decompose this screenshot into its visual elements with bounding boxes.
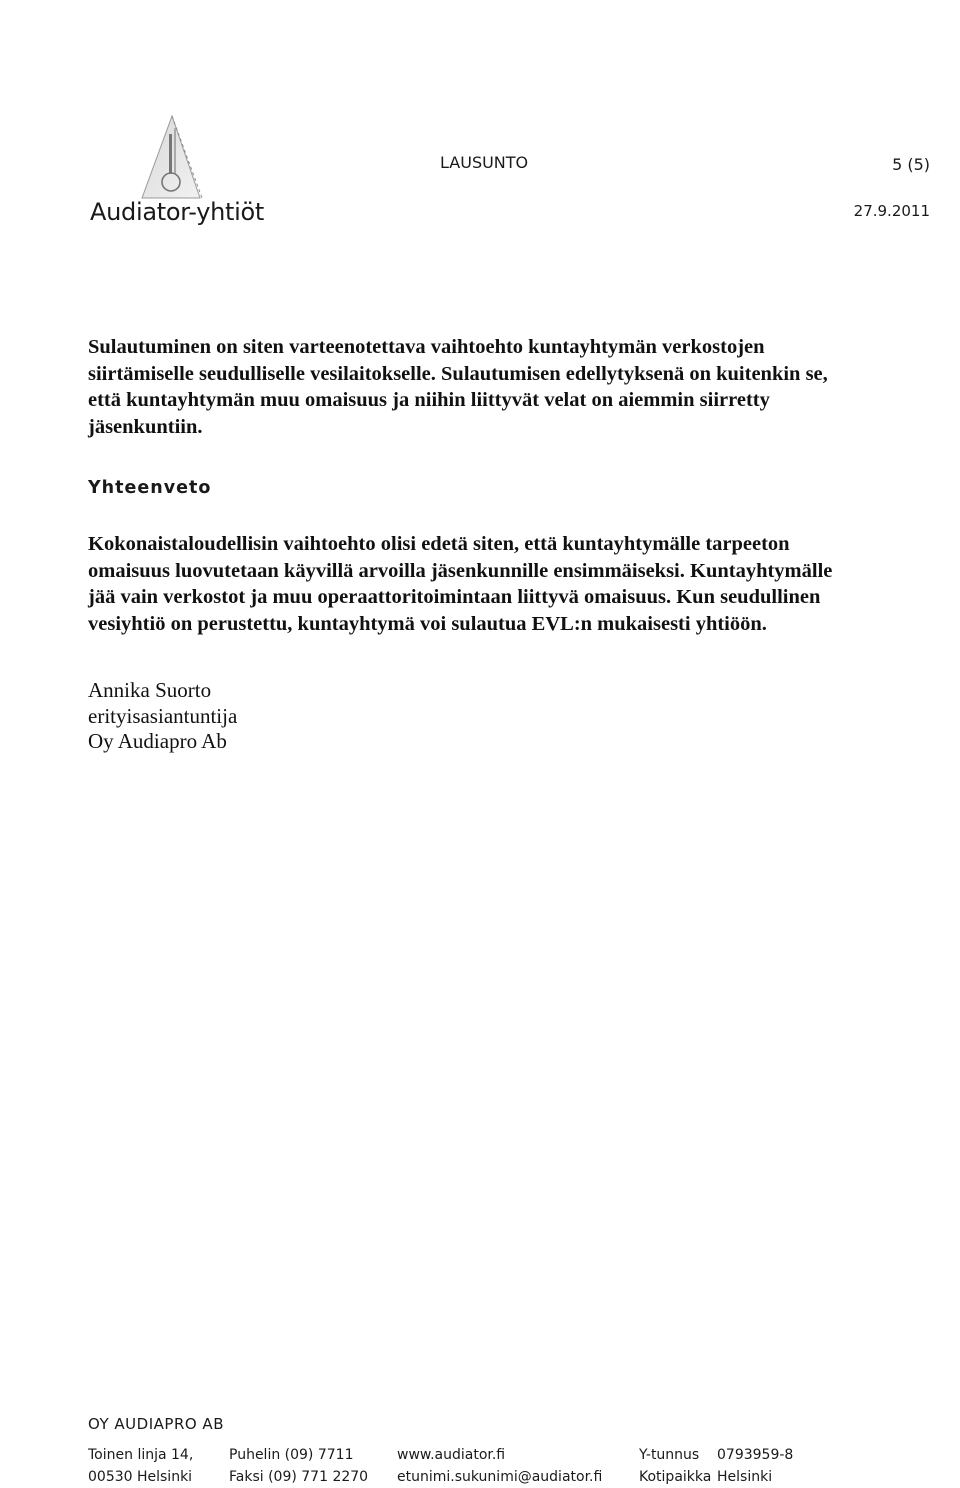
business-id-label: Y-tunnus [639,1447,700,1463]
document-type: LAUSUNTO [440,153,529,172]
signature-block [88,678,237,755]
footer-contact-phone [229,1444,368,1488]
signer-organization: Oy Audiapro Ab [88,729,227,753]
signer-name: Annika Suorto [88,678,212,702]
footer-address-line: 00530 Helsinki [88,1469,193,1485]
paragraph-line: vesiyhtiö on perustettu, kuntayhtymä voi sulautua EVL:n mukaisesti yhtiöön. [88,612,767,635]
page-number: 5 (5) [892,155,930,174]
footer-company: OY AUDIAPRO AB [88,1415,224,1433]
paragraph-line: Kokonaistaloudellisin vaihtoehto olisi edetä siten, että kuntayhtymälle tarpeeton [88,533,790,555]
footer-registration [639,1444,793,1488]
footer-email: etunimi.sukunimi@audiator.fi [397,1469,603,1485]
domicile-label: Kotipaikka [639,1469,712,1485]
paragraph-line: siirtämiselle seudulliselle vesilaitokselle. Sulautumisen edellytyksenä on kuitenkin se, [88,362,828,385]
business-id-value: 0793959-8 [717,1447,794,1463]
domicile-value: Helsinki [717,1469,773,1485]
footer-website: www.audiator.fi [397,1447,506,1463]
paragraph-summary [88,531,888,637]
section-heading: Yhteenveto [88,478,212,498]
paragraph-line: jäsenkuntiin. [88,415,203,438]
footer-contact-web [397,1444,602,1488]
footer-address-line: Toinen linja 14, [88,1447,194,1463]
footer-phone: Puhelin (09) 7711 [229,1447,354,1463]
company-name: Audiator-yhtiöt [90,198,264,226]
signer-title: erityisasiantuntija [88,703,238,728]
paragraph-line: omaisuus luovutetaan käyvillä arvoilla jäsenkunnille ensimmäiseksi. Kuntayhtymälle [88,559,833,582]
footer-fax: Faksi (09) 771 2270 [229,1469,369,1485]
paragraph-line: jää vain verkostot ja muu operaattoritoimintaan liittyvä omaisuus. Kun seudullinen [88,586,821,608]
footer-address [88,1444,193,1488]
paragraph-line: Sulautuminen on siten varteenotettava vaihtoehto kuntayhtymän verkostojen [88,336,765,358]
audiator-triangle-logo-icon [140,112,240,204]
paragraph-line: että kuntayhtymän muu omaisuus ja niihin liittyvät velat on aiemmin siirretty [88,389,770,411]
document-date: 27.9.2011 [853,202,930,220]
paragraph-merger [88,334,888,440]
